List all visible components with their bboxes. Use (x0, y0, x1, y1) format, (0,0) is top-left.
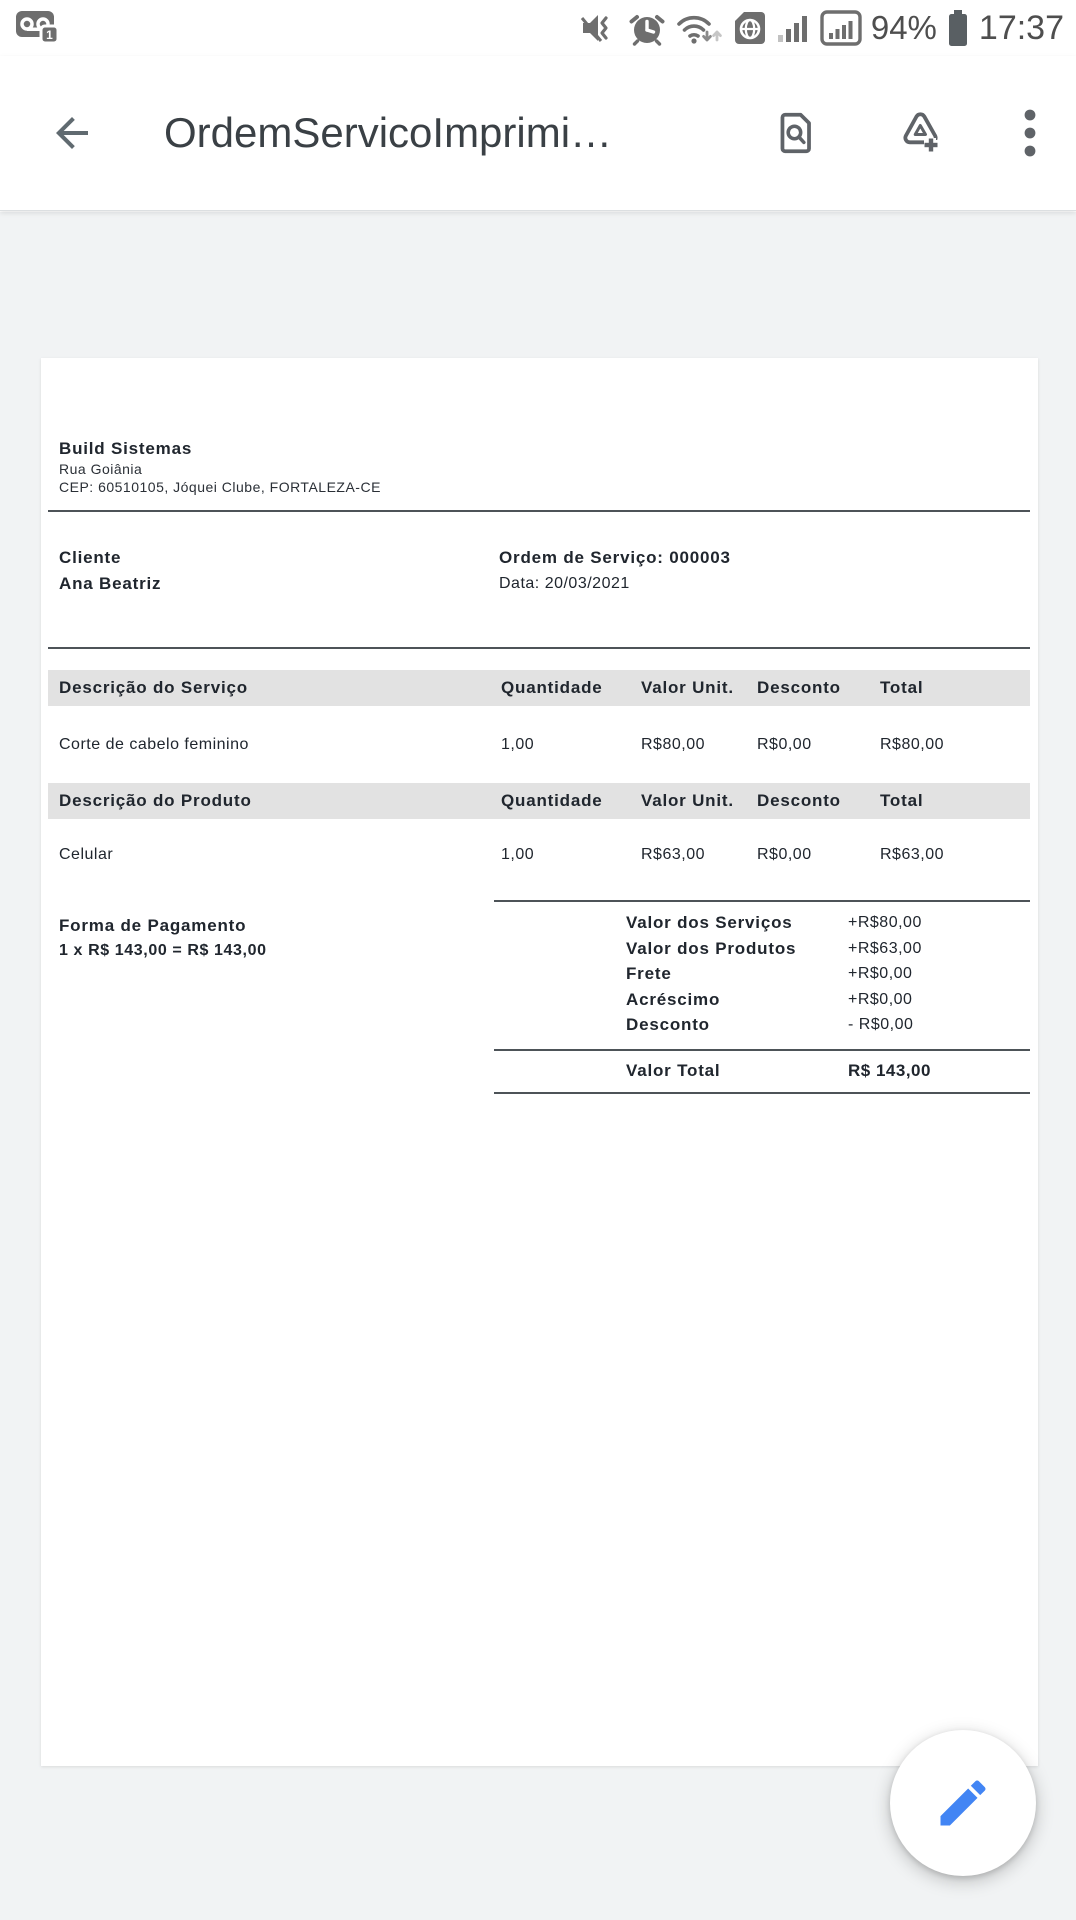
app-toolbar (0, 56, 1076, 211)
company-header (48, 438, 1030, 496)
add-to-drive-icon (894, 108, 946, 158)
summary-value: +R$80,00 (848, 914, 922, 931)
alarm-clock-icon (628, 10, 666, 46)
find-in-file-button[interactable] (762, 99, 830, 167)
company-address-line2: CEP: 60510105, Jóquei Clube, FORTALEZA-CE (59, 479, 381, 495)
mute-vibrate-icon (579, 10, 619, 46)
client-label: Cliente (59, 548, 122, 567)
battery-percent-text: 94% (870, 9, 937, 46)
totals-section (48, 900, 1030, 1049)
summary-value: - R$0,00 (848, 1016, 914, 1033)
payment-installments: 1 x R$ 143,00 = R$ 143,00 (59, 942, 267, 959)
grand-total-row (494, 1049, 1030, 1095)
summary-label: Frete (626, 964, 672, 983)
total-cell: R$80,00 (880, 735, 944, 753)
status-bar (0, 0, 1076, 56)
pdf-page (41, 358, 1038, 1766)
header-divider (48, 510, 1030, 512)
column-header: Total (880, 791, 924, 810)
battery-icon (946, 8, 970, 48)
column-header: Quantidade (501, 678, 603, 697)
order-date: Data: 20/03/2021 (499, 575, 630, 592)
table-row (48, 706, 1030, 783)
clock-text: 17:37 (978, 8, 1064, 47)
column-header: Valor Unit. (641, 791, 734, 810)
column-header: Descrição do Produto (59, 791, 252, 810)
edit-pencil-icon (933, 1773, 993, 1833)
summary-row (494, 936, 1030, 962)
column-header: Total (880, 678, 924, 697)
client-name: Ana Beatriz (59, 574, 162, 593)
column-header: Desconto (757, 678, 841, 697)
arrow-back-icon (48, 109, 96, 157)
column-header: Valor Unit. (641, 678, 734, 697)
order-number: Ordem de Serviço: 000003 (499, 548, 731, 567)
voicemail-badge-count: 1 (46, 27, 53, 42)
total-cell: R$63,00 (880, 846, 944, 863)
summary-label: Valor dos Produtos (626, 938, 797, 958)
summary-value: +R$63,00 (848, 939, 922, 957)
summary-row (494, 1012, 1030, 1038)
wifi-icon (675, 10, 723, 46)
product-table-header (48, 783, 1030, 819)
grand-total-label: Valor Total (626, 1060, 721, 1080)
quantity-cell: 1,00 (501, 846, 535, 863)
column-header: Descrição do Serviço (59, 678, 248, 697)
payment-method-block (48, 900, 494, 1049)
add-to-drive-button[interactable] (886, 99, 954, 167)
summary-value: +R$0,00 (848, 990, 913, 1008)
more-vertical-icon (1023, 107, 1037, 159)
product-description-cell: Celular (59, 846, 114, 863)
column-header: Desconto (757, 791, 841, 810)
sim2-signal-icon (820, 10, 862, 46)
company-name: Build Sistemas (59, 439, 193, 458)
table-row (48, 819, 1030, 891)
grand-total-value: R$ 143,00 (848, 1060, 931, 1080)
overflow-menu-button[interactable] (1010, 99, 1050, 167)
summary-label: Acréscimo (626, 989, 721, 1009)
discount-cell: R$0,00 (757, 846, 812, 863)
service-table-header (48, 670, 1030, 706)
service-description-cell: Corte de cabelo feminino (59, 735, 249, 753)
signal-strength-icon (777, 11, 811, 45)
quantity-cell: 1,00 (501, 735, 535, 753)
sim-data-globe-icon (732, 10, 768, 46)
voicemail-icon (14, 5, 64, 52)
order-meta (48, 545, 1030, 597)
summary-value: +R$0,00 (848, 965, 913, 982)
edit-fab-button[interactable] (890, 1730, 1036, 1876)
summary-row (494, 961, 1030, 987)
back-button[interactable] (38, 99, 106, 167)
pdf-viewport[interactable] (0, 212, 1076, 1920)
find-in-page-icon (771, 108, 821, 158)
column-header: Quantidade (501, 791, 603, 810)
summary-block (494, 900, 1030, 1049)
meta-divider (48, 647, 1030, 649)
summary-label: Valor dos Serviços (626, 913, 793, 932)
document-title: OrdemServicoImprimi… (164, 109, 613, 156)
summary-row (494, 987, 1030, 1013)
unit-value-cell: R$63,00 (641, 846, 705, 863)
unit-value-cell: R$80,00 (641, 735, 705, 753)
discount-cell: R$0,00 (757, 735, 812, 753)
payment-method-label: Forma de Pagamento (59, 916, 247, 935)
summary-label: Desconto (626, 1015, 710, 1034)
company-address-line1: Rua Goiânia (59, 461, 143, 477)
summary-row (494, 910, 1030, 936)
